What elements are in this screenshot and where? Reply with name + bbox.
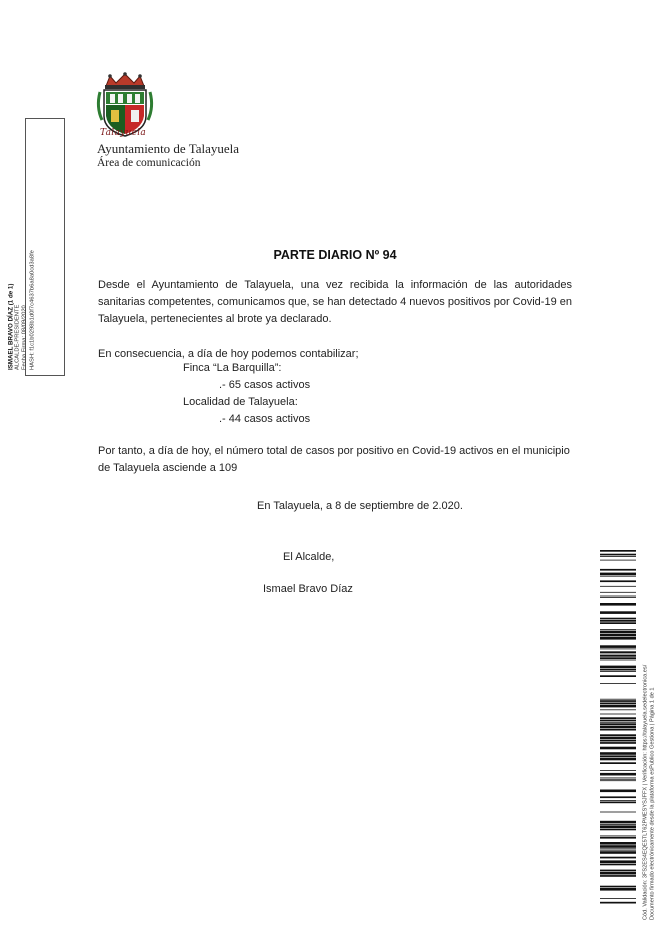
barcode-bar (600, 872, 636, 875)
localidad-label: Localidad de Talayuela: (183, 396, 298, 408)
barcode-bar (600, 560, 636, 561)
barcode-bar (600, 705, 636, 708)
barcode-bar (600, 586, 636, 587)
verification-text (643, 560, 658, 920)
barcode-bar (600, 637, 636, 640)
validation-barcode (600, 550, 636, 905)
barcode-bar (600, 622, 636, 624)
barcode-bar (600, 596, 636, 597)
barcode-bar (600, 800, 636, 801)
finca-label: Finca “La Barquilla”: (183, 362, 282, 374)
barcode-bar (600, 796, 636, 798)
barcode-bar (600, 654, 636, 655)
document-title: PARTE DIARIO Nº 94 (273, 248, 397, 262)
barcode-bar (600, 742, 636, 744)
barcode-bar (600, 634, 636, 637)
barcode-bar (600, 851, 636, 854)
finca-cases: .- 65 casos activos (219, 379, 311, 391)
barcode-bar (600, 629, 636, 630)
barcode-bar (600, 611, 636, 614)
barcode-bar (600, 737, 636, 740)
closing-title: El Alcalde, (283, 551, 335, 563)
department-name: Área de comunicación (97, 157, 201, 169)
barcode-bar (600, 666, 636, 669)
barcode-bar (600, 592, 636, 593)
barcode-bar (600, 550, 636, 552)
barcode-bar (600, 888, 636, 891)
barcode-bar (600, 779, 636, 780)
barcode-bar (600, 671, 636, 672)
barcode-bar (600, 700, 636, 702)
barcode-bar (600, 857, 636, 859)
barcode-bar (600, 860, 636, 863)
barcode-bar (600, 709, 636, 710)
barcode-bar (600, 618, 636, 620)
barcode-bar (600, 842, 636, 845)
barcode-bar (600, 755, 636, 757)
verification-code-line: Cód. Validación: 3FS2ES4EQE5TLT62PMESYSJFFX | Verificación: https://talayuela.sedelectronica.es/ (642, 664, 649, 920)
barcode-bar (600, 723, 636, 725)
barcode-bar (600, 875, 636, 877)
barcode-bar (600, 778, 636, 779)
barcode-bar (600, 576, 636, 577)
verification-platform-line: Documento firmado electrónicamente desde la plataforma esPublico Gestiona | Página 1 de 1 (650, 687, 656, 920)
barcode-bar (600, 821, 636, 824)
barcode-bar (600, 651, 636, 653)
count-intro: En consecuencia, a día de hoy podemos contabilizar; (98, 348, 359, 360)
stamp-role: ALCALDE-PRESIDENTE (14, 304, 21, 370)
barcode-bar (600, 620, 636, 622)
barcode-bar (600, 649, 636, 650)
barcode-bar (600, 729, 636, 731)
barcode-bar (600, 720, 636, 722)
barcode-bar (600, 556, 636, 557)
barcode-bar (600, 752, 636, 755)
barcode-bar (600, 773, 636, 776)
barcode-bar (600, 850, 636, 851)
date-line: En Talayuela, a 8 de septiembre de 2.020. (257, 500, 463, 512)
barcode-bar (600, 722, 636, 723)
crest-lettering: Talayuela (100, 128, 147, 138)
stamp-signer: ISMAEL BRAVO DÍAZ (1 de 1) (7, 283, 15, 370)
barcode-bar (600, 790, 636, 793)
stamp-hash: HASH: f1c1b0298b1d0f7c4637b6a8a0cd3a8fe (29, 250, 36, 370)
barcode-bar (600, 631, 636, 634)
barcode-bar (600, 870, 636, 872)
barcode-bar (600, 573, 636, 576)
signer-name: Ismael Bravo Díaz (263, 583, 353, 595)
barcode-bar (600, 902, 636, 904)
barcode-bar (600, 770, 636, 771)
barcode-bar (600, 845, 636, 848)
barcode-bar (600, 717, 636, 719)
barcode-bar (600, 645, 636, 648)
barcode-bar (600, 812, 636, 813)
barcode-bar (600, 675, 636, 677)
barcode-bar (600, 669, 636, 671)
stamp-date: Fecha Firma: 08/09/2020 (22, 305, 28, 370)
barcode-bar (600, 758, 636, 761)
localidad-cases: .- 44 casos activos (219, 413, 311, 425)
barcode-bar (600, 836, 636, 837)
barcode-bar (600, 714, 636, 715)
barcode-bar (600, 603, 636, 606)
barcode-bar (600, 825, 636, 828)
barcode-bar (600, 762, 636, 764)
barcode-bar (600, 660, 636, 661)
barcode-bar (600, 554, 636, 556)
barcode-bar (600, 726, 636, 729)
barcode-bar (600, 848, 636, 849)
barcode-bar (600, 837, 636, 839)
barcode-bar (600, 740, 636, 742)
barcode-bar (600, 864, 636, 866)
barcode-bar (600, 683, 636, 684)
intro-paragraph: Desde el Ayuntamiento de Talayuela, una vez recibida la información de las autoridades sanitarias competentes, comunicamos que, se han detectado 4 nuevos positivos por Covid-19 en Talayuela, pertenecientes al brote ya declarado. (98, 279, 572, 325)
barcode-bar (600, 780, 636, 781)
barcode-bar (600, 829, 636, 831)
barcode-bar (600, 824, 636, 825)
barcode-bar (600, 580, 636, 582)
barcode-bar (600, 734, 636, 736)
barcode-bar (600, 886, 636, 888)
barcode-bar (600, 657, 636, 659)
barcode-bar (600, 569, 636, 571)
barcode-bar (600, 597, 636, 598)
barcode-bar (600, 655, 636, 657)
barcode-bar (600, 802, 636, 804)
barcode-bar (600, 699, 636, 700)
total-paragraph: Por tanto, a día de hoy, el número total de casos por positivo en Covid-19 activos en el municipio de Talayuela asciende a 109 (98, 445, 570, 474)
barcode-bar (600, 703, 636, 705)
barcode-bar (600, 747, 636, 750)
barcode-bar (600, 898, 636, 899)
organization-name: Ayuntamiento de Talayuela (97, 141, 240, 156)
